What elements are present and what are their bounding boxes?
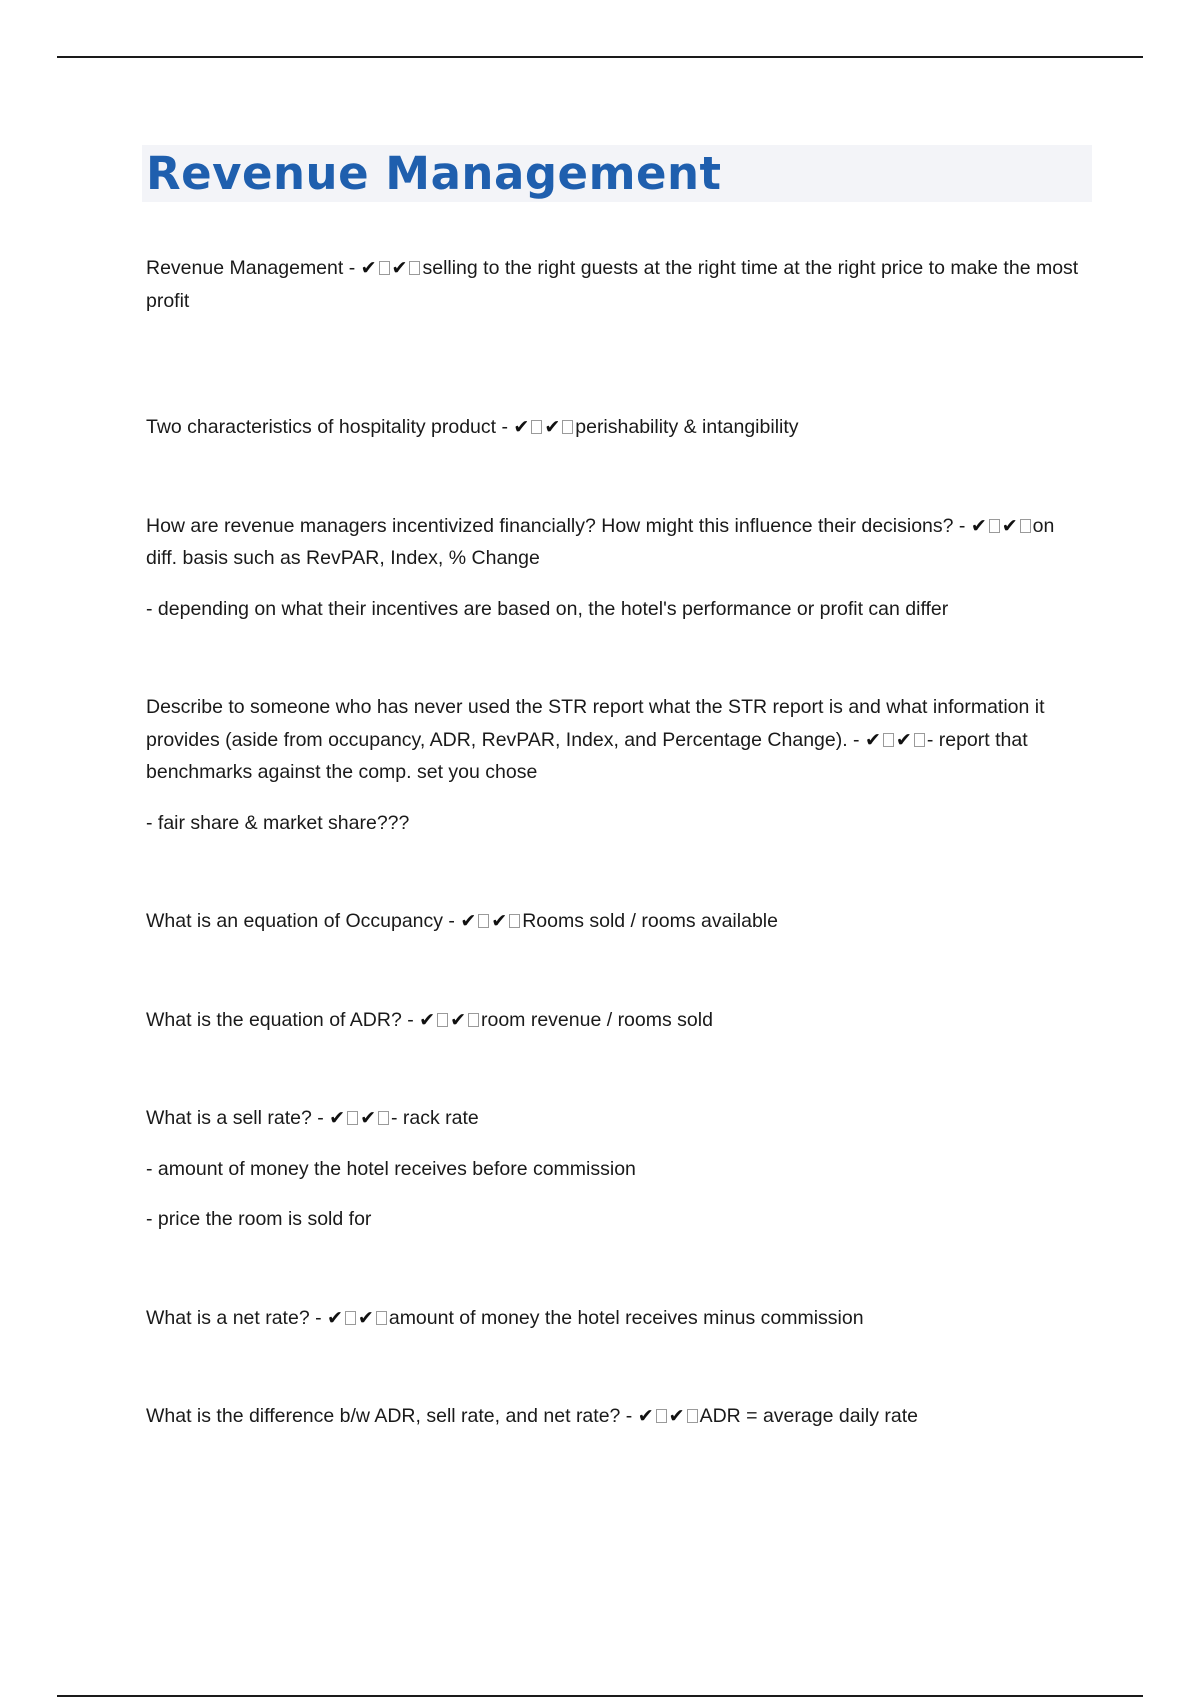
checkmark-icon: ✔ — [864, 728, 881, 751]
flashcard-entry — [146, 1004, 1086, 1037]
question-text: What is the difference b/w ADR, sell rate, and net rate? - — [146, 1405, 638, 1427]
question-text: How are revenue managers incentivized financially? How might this influence their decisions? - — [146, 514, 971, 537]
empty-box-icon — [883, 733, 894, 747]
empty-box-icon — [914, 733, 925, 747]
flashcard-entry — [146, 1102, 1086, 1236]
question-text: What is an equation of Occupancy - — [146, 910, 461, 932]
question-answer-line — [146, 510, 1086, 575]
checkmark-icon: ✔ — [513, 416, 530, 438]
answer-text: perishability & intangibility — [575, 416, 799, 438]
flashcard-entry — [146, 1302, 1086, 1335]
checkmark-icon: ✔ — [419, 1008, 436, 1031]
question-answer-line — [146, 1302, 1086, 1335]
question-text: What is the equation of ADR? - — [146, 1008, 420, 1031]
flashcard-entry — [146, 1400, 1086, 1433]
empty-box-icon — [376, 1311, 387, 1325]
empty-box-icon — [409, 261, 420, 275]
empty-box-icon — [347, 1111, 358, 1125]
flashcard-entry — [146, 510, 1086, 626]
checkmark-icon: ✔ — [450, 1008, 466, 1031]
header-rule — [57, 56, 1143, 58]
empty-box-icon — [656, 1409, 667, 1423]
question-answer-line — [146, 1400, 1086, 1433]
answer-text: selling to the right guests at the right time at the right price to make the most profit — [146, 257, 1079, 312]
answer-text: on diff. basis such as RevPAR, Index, % Change — [146, 514, 1055, 569]
checkmark-icon: ✔ — [895, 728, 912, 751]
answer-text: ADR = average daily rate — [699, 1405, 918, 1427]
empty-box-icon — [531, 420, 542, 434]
checkmark-icon: ✔ — [970, 514, 987, 537]
flashcard-entry — [146, 411, 1086, 444]
checkmark-icon: ✔ — [329, 1107, 346, 1129]
checkmark-icon: ✔ — [391, 257, 408, 279]
question-text: What is a sell rate? - — [146, 1107, 330, 1129]
empty-box-icon — [345, 1311, 356, 1325]
checkmark-icon: ✔ — [460, 910, 477, 932]
checkmark-icon: ✔ — [360, 257, 377, 279]
answer-detail-line: - depending on what their incentives are based on, the hotel's performance or profit can differ — [146, 597, 949, 620]
question-answer-line — [146, 411, 1086, 444]
empty-box-icon — [989, 519, 1000, 533]
empty-box-icon — [509, 914, 520, 928]
empty-box-icon — [468, 1013, 479, 1027]
answer-text: Rooms sold / rooms available — [522, 910, 778, 932]
checkmark-icon: ✔ — [491, 910, 508, 932]
flashcard-entry — [146, 252, 1086, 317]
page-title: Revenue Management — [146, 147, 722, 200]
empty-box-icon — [437, 1013, 448, 1027]
answer-detail-line: - fair share & market share??? — [146, 811, 410, 834]
question-answer-line — [146, 691, 1086, 789]
question-text: Revenue Management - — [146, 257, 361, 279]
question-text: Two characteristics of hospitality product - — [146, 416, 514, 438]
empty-box-icon — [379, 261, 390, 275]
empty-box-icon — [687, 1409, 698, 1423]
flashcard-entry — [146, 691, 1086, 839]
answer-text: - report that benchmarks against the comp. set you chose — [146, 728, 1028, 783]
empty-box-icon — [562, 420, 573, 434]
checkmark-icon: ✔ — [327, 1306, 343, 1329]
answer-detail-line: - price the room is sold for — [146, 1208, 372, 1230]
document-body — [146, 252, 1086, 1433]
checkmark-icon: ✔ — [544, 416, 561, 438]
checkmark-icon: ✔ — [360, 1107, 376, 1129]
checkmark-icon: ✔ — [1001, 514, 1018, 537]
empty-box-icon — [378, 1111, 389, 1125]
footer-rule — [57, 1695, 1143, 1697]
empty-box-icon — [1020, 519, 1031, 533]
question-answer-line — [146, 252, 1086, 317]
question-text: What is a net rate? - — [146, 1306, 327, 1329]
question-answer-line — [146, 1102, 1086, 1135]
question-answer-line — [146, 1004, 1086, 1037]
checkmark-icon: ✔ — [637, 1405, 654, 1427]
checkmark-icon: ✔ — [668, 1405, 685, 1427]
answer-text: amount of money the hotel receives minus commission — [388, 1306, 864, 1329]
question-answer-line — [146, 905, 1086, 938]
empty-box-icon — [478, 914, 489, 928]
answer-detail-line: - amount of money the hotel receives before commission — [146, 1157, 636, 1180]
flashcard-entry — [146, 905, 1086, 938]
answer-text: room revenue / rooms sold — [481, 1008, 713, 1031]
checkmark-icon: ✔ — [357, 1306, 374, 1329]
question-text: Describe to someone who has never used the STR report what the STR report is and what information it provides (aside from occupancy, ADR, RevPAR, Index, and Percentage Change). - — [146, 696, 1045, 751]
answer-text: - rack rate — [391, 1107, 479, 1129]
